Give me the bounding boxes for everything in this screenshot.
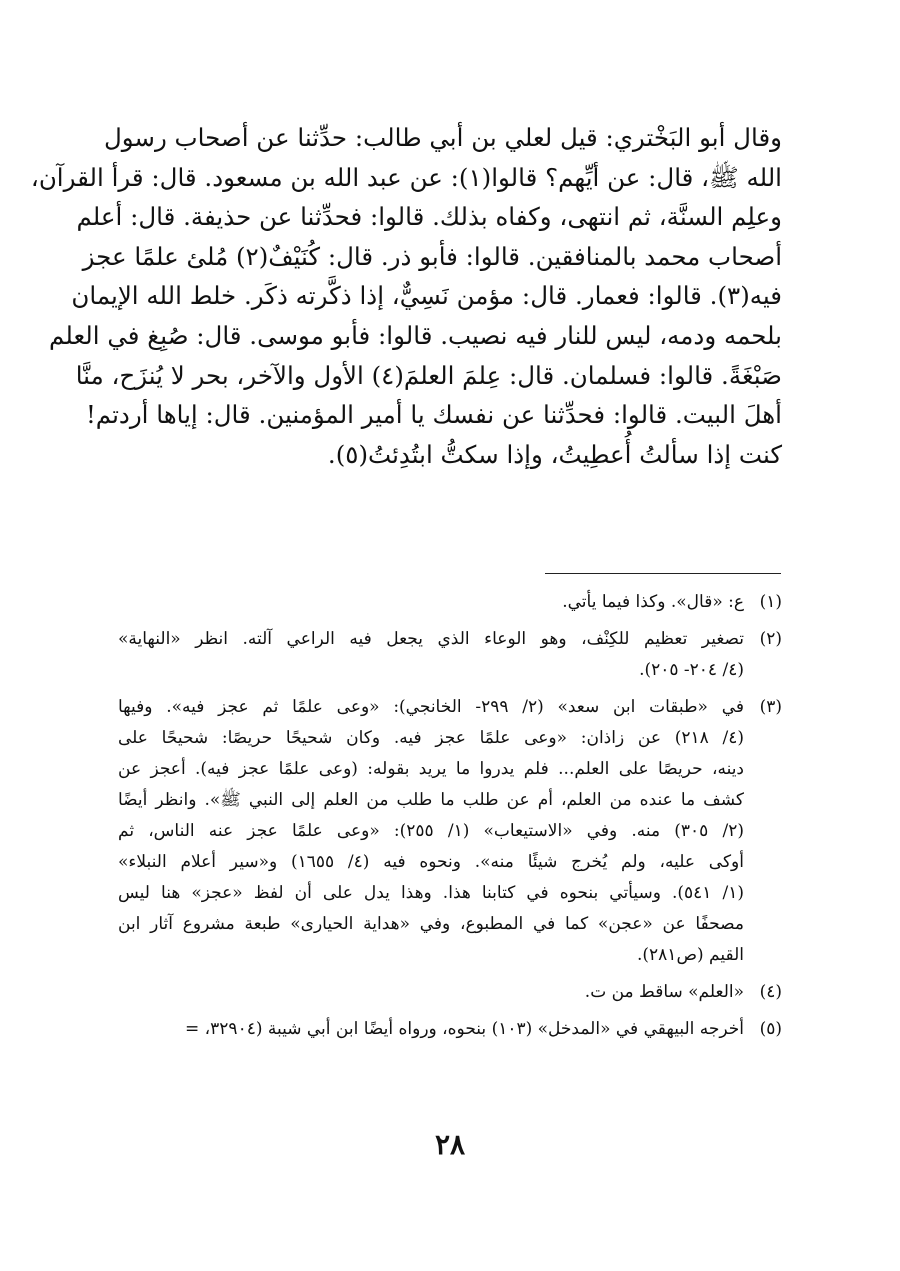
footnote-line: (٢/ ٣٠٥) منه. وفي «الاستيعاب» (١/ ٢٥٥): «وعى علمًا عجز عنه الناس، ثم — [118, 821, 744, 841]
footnote-line: أخرجه البيهقي في «المدخل» (١٠٣) بنحوه، ورواه أيضًا ابن أبي شيبة (٣٢٩٠٤، = — [185, 1019, 744, 1039]
footnotes — [118, 587, 782, 1051]
main-line: أصحاب محمد بالمنافقين. قالوا: فأبو ذر. قال: كُنَيْفٌ(٢) مُلئ علمًا عجز — [82, 241, 782, 271]
footnote-body — [118, 977, 744, 1008]
footnote-number: (٥) — [759, 1019, 782, 1039]
footnote — [118, 1014, 782, 1045]
footnote-line: مصحفًا عن «عجن» كما في المطبوع، وفي «هداية الحيارى» طبعة مشروع آثار ابن — [118, 914, 744, 934]
footnote — [118, 977, 782, 1008]
footnote-line: دينه، حريصًا على العلم... فلم يدروا ما يريد بقوله: (وعى علمًا عجز فيه). أعجز عن — [118, 759, 744, 779]
footnote — [118, 624, 782, 686]
footnote-line: (٤/ ٢٠٤- ٢٠٥). — [639, 660, 744, 680]
main-text — [30, 118, 782, 474]
footnote-number: (٤) — [759, 982, 782, 1002]
footnote — [118, 587, 782, 618]
footnote-line: كشف ما عنده من العلم، أم عن طلب ما طلب من العلم إلى النبي ﷺ». وانظر أيضًا — [118, 790, 744, 810]
main-line: بلحمه ودمه، ليس للنار فيه نصيب. قالوا: فأبو موسى. قال: صُبِغ في العلم — [49, 320, 782, 350]
main-line: وعلِم السنَّة، ثم انتهى، وكفاه بذلك. قالوا: فحدِّثنا عن حذيفة. قال: أعلم — [76, 202, 782, 232]
main-line: فيه(٣). قالوا: فعمار. قال: مؤمن نَسِيٌّ، إذا ذكَّرته ذكَر. خلط الله الإيمان — [71, 281, 782, 311]
footnote-line: القيم (ص٢٨١). — [637, 945, 744, 965]
page-number: ٢٨ — [434, 1128, 466, 1161]
footnote-number: (٢) — [759, 629, 782, 649]
footnote-number: (١) — [759, 592, 782, 612]
main-line: صَبْغَةً. قالوا: فسلمان. قال: عِلمَ العلمَ(٤) الأول والآخر، بحر لا يُنزَح، منَّا — [75, 360, 782, 390]
footnote-line: تصغير تعظيم للكِنْف، وهو الوعاء الذي يجعل فيه الراعي آلته. انظر «النهاية» — [118, 629, 744, 649]
footnote-body — [118, 624, 744, 686]
footnote-line: ع: «قال». وكذا فيما يأتي. — [562, 592, 744, 612]
footnote-line: (١/ ٥٤١). وسيأتي بنحوه في كتابنا هذا. وهذا يدل على أن لفظ «عجز» هنا ليس — [118, 883, 744, 903]
main-line: أهلَ البيت. قالوا: فحدِّثنا عن نفسك يا أمير المؤمنين. قال: إياها أردتم! — [85, 400, 782, 430]
footnote-number: (٣) — [759, 697, 782, 717]
footnote-line: في «طبقات ابن سعد» (٢/ ٢٩٩- الخانجي): «وعى علمًا ثم عجز فيه». وفيها — [118, 697, 744, 717]
footnote-separator — [545, 573, 781, 574]
main-line: الله ﷺ، قال: عن أيِّهم؟ قالوا(١): عن عبد الله بن مسعود. قال: قرأ القرآن، — [30, 162, 782, 192]
main-line: كنت إذا سألتُ أُعطِيتُ، وإذا سكتُّ ابتُدِئتُ(٥). — [327, 439, 782, 469]
footnote — [118, 692, 782, 971]
footnote-body — [118, 692, 744, 971]
footnote-body — [118, 587, 744, 618]
main-line: وقال أبو البَخْتري: قيل لعلي بن أبي طالب: حدِّثنا عن أصحاب رسول — [103, 123, 782, 152]
footnote-line: (٤/ ٢١٨) عن زاذان: «وعى علمًا عجز فيه. وكان شحيحًا حريصًا: شحيحًا على — [118, 728, 745, 748]
footnote-line: أوكى عليه، ولم يُخرج شيئًا منه». ونحوه فيه (٤/ ١٦٥٥) و«سير أعلام النبلاء» — [118, 852, 744, 872]
footnote-line: «العلم» ساقط من ت. — [584, 982, 744, 1002]
footnote-body — [118, 1014, 744, 1045]
